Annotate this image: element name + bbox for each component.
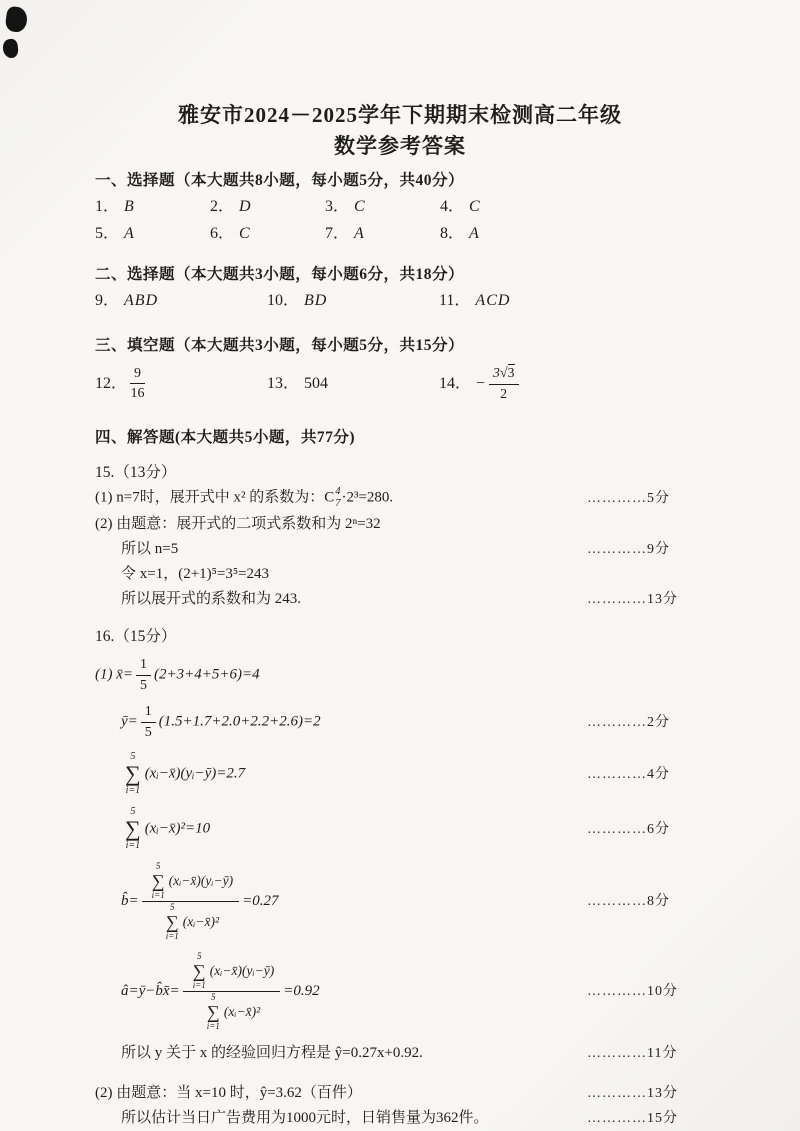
fraction xyxy=(489,364,519,403)
p16-line1-formula xyxy=(95,656,587,694)
answer-value: ACD xyxy=(475,292,511,309)
p16-line1 xyxy=(95,656,760,694)
document-title: 雅安市2024－2025学年下期期末检测高二年级 xyxy=(178,103,622,127)
section1-answers xyxy=(95,196,760,244)
answer-value: 504 xyxy=(304,375,329,392)
answer-q13 xyxy=(267,373,439,394)
superscript: 4 xyxy=(335,486,341,497)
p16-line6-formula xyxy=(95,952,587,1031)
score-mark: …………2分 xyxy=(587,714,670,730)
answer-value: A xyxy=(469,225,480,242)
sum-upper-limit: 5 xyxy=(211,992,216,1003)
section3-answers xyxy=(95,364,760,403)
p16-line7-text: 所以 y 关于 x 的经验回归方程是 ŷ=0.27x+0.92. xyxy=(121,1044,423,1061)
minus-sign: − xyxy=(475,375,486,392)
fraction xyxy=(130,365,145,403)
answer-q9 xyxy=(95,290,267,311)
score-mark: …………10分 xyxy=(587,984,678,1000)
p15-line4 xyxy=(95,563,760,585)
answer-value: D xyxy=(239,198,252,215)
answer-q5 xyxy=(95,223,210,244)
section3-heading: 三、填空题（本大题共3小题，每小题5分，共15分） xyxy=(95,337,465,354)
fraction-numerator: 1 xyxy=(141,703,156,723)
sigma-symbol: ∑ xyxy=(165,912,179,933)
p16-line3 xyxy=(95,752,760,796)
fraction-numerator: 1 xyxy=(136,656,151,676)
answer-value: A xyxy=(354,225,365,242)
fraction-denominator xyxy=(197,992,266,1031)
question-number: 12． xyxy=(95,375,128,392)
p15-line5 xyxy=(95,588,760,610)
p16-line7 xyxy=(95,1042,760,1064)
question-number: 3． xyxy=(325,198,350,215)
section2 xyxy=(95,264,760,311)
answer-value: ABD xyxy=(124,292,159,309)
text-run: =0.27 xyxy=(242,893,279,910)
text-run: (xᵢ−x̄)(yᵢ−ȳ) xyxy=(209,962,275,978)
sigma-symbol: ∑ xyxy=(125,761,141,787)
text-run: ȳ= xyxy=(121,713,138,730)
p16-line2 xyxy=(95,703,760,741)
summation xyxy=(207,993,220,1031)
question-number: 11． xyxy=(439,292,471,309)
document-subtitle: 数学参考答案 xyxy=(334,134,466,158)
document-content xyxy=(95,170,760,1129)
p16-line8 xyxy=(95,1082,760,1104)
text-run: ·2³=280. xyxy=(341,489,394,506)
section4-heading: 四、解答题(本大题共5小题，共77分) xyxy=(95,429,356,446)
answer-value: C xyxy=(469,198,481,215)
score-mark: …………13分 xyxy=(587,1085,678,1101)
score-mark: …………9分 xyxy=(587,541,670,557)
question-number: 5． xyxy=(95,225,120,242)
combination-supsub xyxy=(335,486,340,510)
answer-value: C xyxy=(354,198,366,215)
answer-q8 xyxy=(440,223,760,244)
summation xyxy=(193,952,206,990)
score-mark: …………4分 xyxy=(587,766,670,782)
answer-q11 xyxy=(439,290,760,311)
fraction-denominator: 16 xyxy=(130,386,145,401)
big-fraction xyxy=(142,862,240,941)
p16-line5-formula xyxy=(95,862,587,941)
sum-lower-limit: i=1 xyxy=(125,785,141,797)
text-run: (2+3+4+5+6)=4 xyxy=(154,666,260,683)
summation xyxy=(166,903,179,941)
answer-q6 xyxy=(210,223,325,244)
p16-line8-text: (2) 由题意：当 x=10 时，ŷ=3.62（百件） xyxy=(95,1084,362,1101)
sigma-symbol: ∑ xyxy=(125,816,141,842)
fraction-denominator xyxy=(156,902,225,941)
answer-q4 xyxy=(440,196,760,217)
p16-line5 xyxy=(95,862,760,941)
p15-line3 xyxy=(95,538,760,560)
question-number: 9． xyxy=(95,292,120,309)
sum-lower-limit: i=1 xyxy=(192,980,206,991)
radical-icon: √ xyxy=(499,365,508,381)
answer-value: B xyxy=(124,198,135,215)
answer-value: C xyxy=(239,225,251,242)
p15-line2 xyxy=(95,513,760,535)
sigma-symbol: ∑ xyxy=(151,871,165,892)
score-mark: …………15分 xyxy=(587,1110,678,1126)
text-run: (1) n=7时，展开式中 x² 的系数为：C xyxy=(95,489,335,506)
document-header xyxy=(0,0,800,162)
p15-line5-text: 所以展开式的系数和为 243. xyxy=(121,590,302,607)
text-run: (xᵢ−x̄)(yᵢ−ȳ)=2.7 xyxy=(144,765,246,782)
section4 xyxy=(95,427,760,1129)
answer-q14 xyxy=(439,364,522,403)
sum-upper-limit: 5 xyxy=(155,861,161,872)
answer-value: A xyxy=(124,225,135,242)
fraction-numerator xyxy=(183,952,281,992)
section2-heading: 二、选择题（本大题共3小题，每小题6分，共18分） xyxy=(95,266,465,283)
p15-line1-formula xyxy=(95,486,587,510)
answer-q10 xyxy=(267,290,439,311)
radicand: 3 xyxy=(507,366,515,381)
sum-lower-limit: i=1 xyxy=(125,840,141,852)
p16-line4 xyxy=(95,807,760,851)
text-run: b̂= xyxy=(121,893,139,910)
p15-line2-text: (2) 由题意：展开式的二项式系数和为 2ⁿ=32 xyxy=(95,515,381,532)
question-number: 7． xyxy=(325,225,350,242)
problem16-title: 16.（15分） xyxy=(95,628,177,646)
sigma-symbol: ∑ xyxy=(192,961,206,982)
text-run: â=ȳ−b̂x̄= xyxy=(121,983,180,1000)
fraction xyxy=(136,656,151,694)
question-number: 1． xyxy=(95,198,120,215)
sum-upper-limit: 5 xyxy=(196,951,202,962)
question-number: 10． xyxy=(267,292,300,309)
sum-lower-limit: i=1 xyxy=(151,890,165,901)
text-run: (xᵢ−x̄)(yᵢ−ȳ) xyxy=(168,872,234,888)
answer-q2 xyxy=(210,196,325,217)
text-run: (xᵢ−x̄)²=10 xyxy=(144,820,211,837)
text-run: (1.5+1.7+2.0+2.2+2.6)=2 xyxy=(158,713,321,730)
fraction-numerator xyxy=(142,862,240,902)
fraction-numerator: 9 xyxy=(130,365,145,385)
section1-heading: 一、选择题（本大题共8小题，每小题5分，共40分） xyxy=(95,172,465,189)
question-number: 4． xyxy=(440,198,465,215)
p15-line1 xyxy=(95,486,760,510)
section2-answers xyxy=(95,290,760,311)
score-mark: …………11分 xyxy=(587,1045,678,1061)
p16-line9-text: 所以估计当日广告费用为1000元时，日销售量为362件。 xyxy=(121,1109,489,1126)
text-run: =0.92 xyxy=(283,983,320,1000)
score-mark: …………5分 xyxy=(587,490,670,506)
fraction-numerator xyxy=(489,364,519,385)
summation xyxy=(152,862,165,900)
sum-upper-limit: 5 xyxy=(130,751,136,763)
summation xyxy=(125,752,141,796)
answer-q3 xyxy=(325,196,440,217)
question-number: 2． xyxy=(210,198,235,215)
p16-line2-formula xyxy=(95,703,587,741)
question-number: 8． xyxy=(440,225,465,242)
sum-upper-limit: 5 xyxy=(130,806,136,818)
text-run: (xᵢ−x̄)² xyxy=(182,913,220,929)
score-mark: …………6分 xyxy=(587,821,670,837)
p15-line4-text: 令 x=1，(2+1)⁵=3⁵=243 xyxy=(121,565,270,582)
score-mark: …………8分 xyxy=(587,894,670,910)
score-mark: …………13分 xyxy=(587,591,678,607)
sum-lower-limit: i=1 xyxy=(206,1021,220,1032)
summation xyxy=(125,807,141,851)
fraction-denominator: 5 xyxy=(144,724,152,740)
fraction-denominator: 5 xyxy=(140,677,148,693)
section3 xyxy=(95,335,760,403)
p15-line3-text: 所以 n=5 xyxy=(121,540,179,557)
p16-line6 xyxy=(95,952,760,1031)
answer-value: BD xyxy=(304,292,328,309)
coefficient: 3 xyxy=(492,365,500,381)
question-number: 14． xyxy=(439,375,472,392)
problem15-title: 15.（13分） xyxy=(95,464,177,481)
text-run: (xᵢ−x̄)² xyxy=(223,1003,261,1019)
answer-q1 xyxy=(95,196,210,217)
fraction-denominator: 2 xyxy=(500,386,508,402)
fraction xyxy=(141,703,156,741)
big-fraction xyxy=(183,952,281,1031)
sum-lower-limit: i=1 xyxy=(165,931,179,942)
answer-q7 xyxy=(325,223,440,244)
subscript: 7 xyxy=(335,498,341,510)
answer-q12 xyxy=(95,365,267,403)
sigma-symbol: ∑ xyxy=(206,1002,220,1023)
sum-upper-limit: 5 xyxy=(169,902,175,913)
text-run: (1) x̄= xyxy=(95,666,134,683)
p16-line4-formula xyxy=(95,807,587,851)
p16-line9 xyxy=(95,1107,760,1129)
question-number: 6． xyxy=(210,225,235,242)
p16-line3-formula xyxy=(95,752,587,796)
question-number: 13． xyxy=(267,375,300,392)
